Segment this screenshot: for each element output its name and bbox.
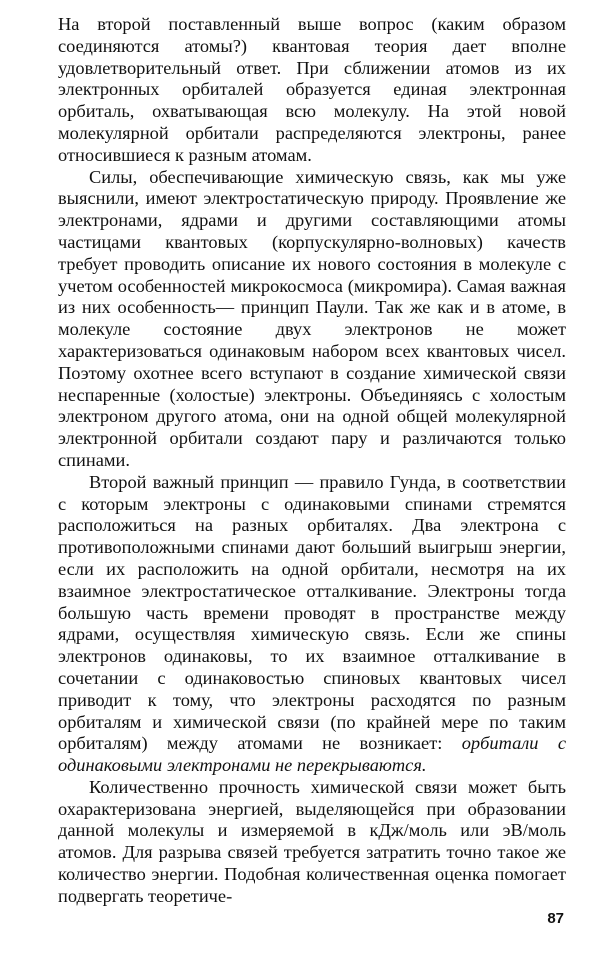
paragraph-1: На второй поставленный выше вопрос (каким образом соединяются атомы?) квантовая теория дает вполне удовлетворительный ответ. При сближении атомов из их электронных орбиталей образуется единая электронная орбиталь, охватывающая всю молекулу. На этой новой молекулярной орбитали распределяются электроны, ранее относившиеся к разным атомам. [58, 14, 566, 165]
paragraph-3-text: Второй важный принцип — правило Гунда, в соответствии с которым электроны с одинаковыми спинами стремятся расположиться на разных орбиталях. Два электрона с противоположными спинами дают больший выигрыш энергии, если их расположить на одной орбитали, несмотря на их взаимное электростатическое отталкивание. Электроны тогда большую часть времени проводят в пространстве между ядрами, осуществляя химическую связь. Если же спины электронов одинаковы, то их взаимное отталкивание в сочетании с одинаковостью спиновых квантовых чисел приводит к тому, что электроны расходятся по разным орбиталям и химической связи (по крайней мере по таким орбиталям) между атомами не возникает: [58, 471, 566, 754]
paragraph-3 [58, 472, 566, 777]
paragraph-3-italic: орбитали с одинаковыми электронами не перекрываются. [58, 733, 567, 776]
paragraph-2: Силы, обеспечивающие химическую связь, как мы уже выяснили, имеют электростатическую природу. Проявление же электронами, ядрами и другими составляющими атомы частицами квантовых (корпускулярно-волновых) качеств требует проводить описание их нового состояния в молекуле с учетом особенностей микрокосмоса (микромира). Самая важная из них особенность— принцип Паули. Так же как и в атоме, в молекуле состояние двух электронов не может характеризоваться одинаковым набором всех квантовых чисел. Поэтому охотнее всего вступают в создание химической связи неспаренные (холостые) электроны. Объединяясь с холостым электроном другого атома, они на одной общей молекулярной электронной орбитали создают пару и различаются только спинами. [58, 166, 566, 470]
paragraph-4: Количественно прочность химической связи может быть охарактеризована энергией, выделяющейся при образовании данной молекулы и измеряемой в кДж/моль или эВ/моль атомов. Для разрыва связей требуется затратить точно такое же количество энергии. Подобная количественная оценка помогает подвергать теоретиче- [58, 776, 566, 906]
page-number: 87 [547, 910, 564, 927]
page-body [58, 14, 566, 908]
